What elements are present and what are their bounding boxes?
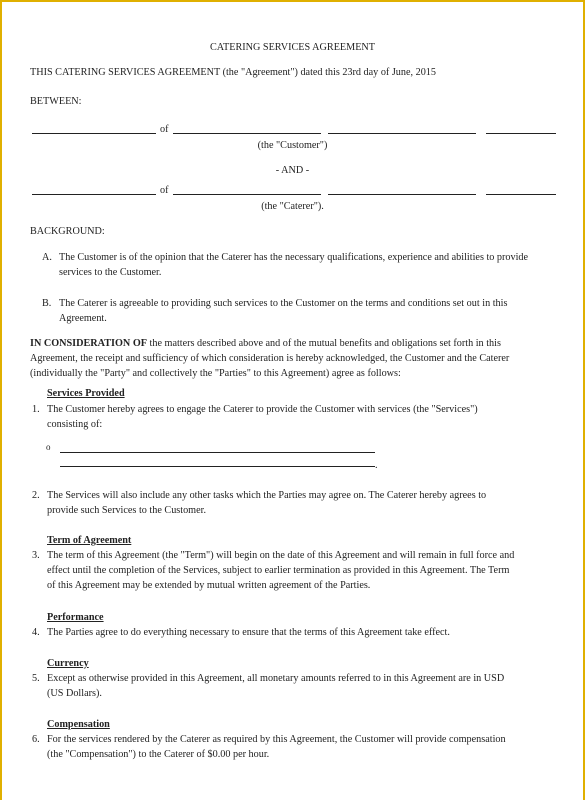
services-detail-blank-2[interactable] <box>60 466 375 467</box>
background-marker-a: A. <box>42 252 52 263</box>
consideration-line-2: Agreement, the receipt and sufficiency of which consideration is hereby acknowledged, the Customer and the Caterer <box>30 353 510 364</box>
section-number-4: 4. <box>32 627 40 638</box>
background-b-line-1: The Caterer is agreeable to providing such services to the Customer on the terms and conditions set out in this <box>59 298 508 309</box>
background-a-line-1: The Customer is of the opinion that the Caterer has the necessary qualifications, experience and abilities to provide <box>59 252 529 263</box>
performance-heading: Performance <box>47 612 104 623</box>
services-item2-line-1: The Services will also include any other tasks which the Parties may agree on. The Caterer hereby agrees to <box>47 490 487 501</box>
customer-name-blank[interactable] <box>32 133 156 134</box>
consideration-line-3: (individually the "Party" and collectively the "Parties" to this Agreement) agree as follows: <box>30 368 401 379</box>
caterer-city-blank[interactable] <box>328 194 476 195</box>
section-number-1: 1. <box>32 404 40 415</box>
section-number-2: 2. <box>32 490 40 501</box>
services-detail-blank-1[interactable] <box>60 452 375 453</box>
currency-line-2: (US Dollars). <box>47 688 102 699</box>
document-title: CATERING SERVICES AGREEMENT <box>209 42 376 53</box>
consideration-rest: the matters described above and of the mutual benefits and obligations set forth in this <box>146 338 501 349</box>
caterer-name-blank[interactable] <box>32 194 156 195</box>
term-heading: Term of Agreement <box>47 535 132 546</box>
caterer-label: (the "Caterer"). <box>261 201 324 212</box>
compensation-line-1: For the services rendered by the Caterer as required by this Agreement, the Customer will provide compensation <box>47 734 506 745</box>
and-separator: - AND - <box>275 165 310 176</box>
section-number-5: 5. <box>32 673 40 684</box>
consideration-lead: IN CONSIDERATION OF <box>30 338 147 349</box>
compensation-line-2: (the "Compensation") to the Caterer of $0.00 per hour. <box>47 749 270 760</box>
background-heading: BACKGROUND: <box>30 226 105 237</box>
services-bullet: o <box>46 442 51 452</box>
caterer-of-label: of <box>160 185 169 196</box>
customer-city-blank[interactable] <box>328 133 476 134</box>
term-line-3: of this Agreement may be extended by mutual written agreement of the Parties. <box>47 580 371 591</box>
services-item2-line-2: provide such Services to the Customer. <box>47 505 207 516</box>
section-number-6: 6. <box>32 734 40 745</box>
services-item1-line-1: The Customer hereby agrees to engage the Caterer to provide the Customer with services (the "Services") <box>47 404 478 415</box>
performance-line-1: The Parties agree to do everything necessary to ensure that the terms of this Agreement take effect. <box>47 627 450 638</box>
services-item1-line-2: consisting of: <box>47 419 103 430</box>
term-line-1: The term of this Agreement (the "Term") will begin on the date of this Agreement and will remain in full force and <box>47 550 515 561</box>
background-marker-b: B. <box>42 298 52 309</box>
customer-of-label: of <box>160 124 169 135</box>
intro-paragraph: THIS CATERING SERVICES AGREEMENT (the "Agreement") dated this 23rd day of June, 2015 <box>30 67 436 78</box>
services-blank-period: . <box>375 460 378 471</box>
customer-label: (the "Customer") <box>257 140 328 151</box>
term-line-2: effect until the completion of the Services, subject to earlier termination as provided in this Agreement. The Term <box>47 565 510 576</box>
consideration-line-1 <box>30 336 501 351</box>
caterer-state-blank[interactable] <box>486 194 556 195</box>
compensation-heading: Compensation <box>47 719 110 730</box>
background-b-line-2: Agreement. <box>59 313 107 324</box>
caterer-address-blank[interactable] <box>173 194 321 195</box>
currency-heading: Currency <box>47 658 89 669</box>
customer-state-blank[interactable] <box>486 133 556 134</box>
between-heading: BETWEEN: <box>30 96 82 107</box>
section-number-3: 3. <box>32 550 40 561</box>
currency-line-1: Except as otherwise provided in this Agreement, all monetary amounts referred to in this Agreement are in USD <box>47 673 505 684</box>
customer-address-blank[interactable] <box>173 133 321 134</box>
services-heading: Services Provided <box>47 388 125 399</box>
background-a-line-2: services to the Customer. <box>59 267 162 278</box>
